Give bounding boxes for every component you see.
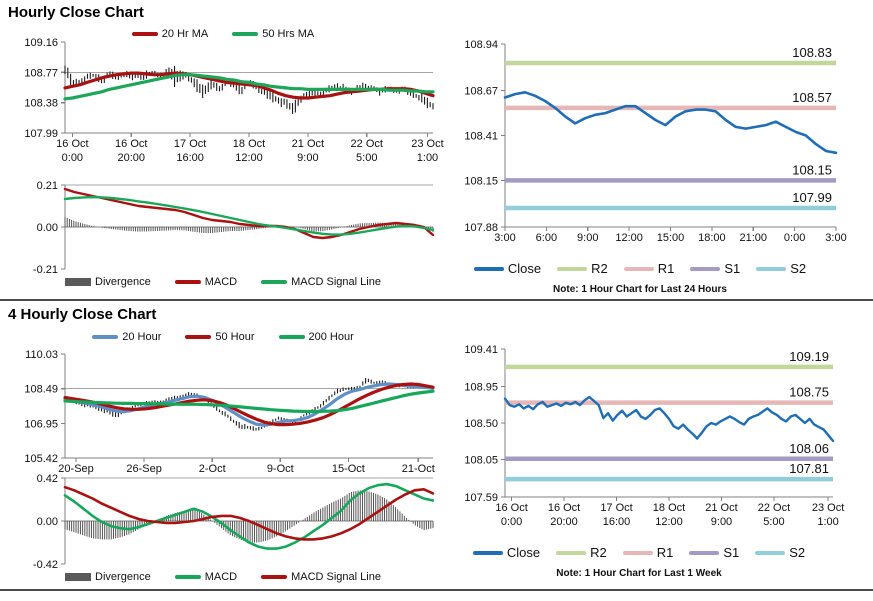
legend-label: Close	[507, 261, 542, 276]
legend-item-r1	[623, 545, 674, 560]
svg-text:-0.42: -0.42	[32, 559, 58, 571]
svg-text:105.42: 105.42	[24, 453, 58, 465]
svg-text:17 Oct: 17 Oct	[173, 138, 207, 150]
legend-label: MACD Signal Line	[291, 276, 381, 288]
svg-text:107.81: 107.81	[789, 461, 829, 477]
legend-item-20-hour	[92, 331, 161, 343]
svg-text:9:00: 9:00	[577, 232, 599, 244]
legend-swatch	[175, 575, 201, 579]
hourly-sr-note: Note: 1 Hour Chart for Last 24 Hours	[553, 284, 727, 295]
svg-text:108.49: 108.49	[24, 383, 58, 396]
svg-text:108.50: 108.50	[464, 418, 498, 430]
svg-text:18 Oct: 18 Oct	[232, 138, 266, 150]
svg-text:22 Oct: 22 Oct	[350, 138, 383, 150]
h4-macd-chart	[8, 471, 438, 571]
svg-text:0:00: 0:00	[500, 516, 523, 528]
legend-swatch	[690, 267, 720, 271]
svg-text:16 Oct: 16 Oct	[495, 502, 528, 514]
svg-text:106.95: 106.95	[24, 418, 58, 431]
legend-label: Divergence	[95, 571, 151, 583]
legend-swatch	[175, 280, 201, 284]
h4-sr-legend	[440, 545, 838, 560]
svg-text:21-Oct: 21-Oct	[401, 463, 435, 475]
svg-text:20:00: 20:00	[550, 516, 578, 528]
legend-item-50-hour	[185, 331, 254, 343]
legend-item-r2	[557, 261, 608, 276]
legend-item-r2	[556, 545, 607, 560]
legend-label: MACD	[204, 276, 238, 288]
svg-text:1:00: 1:00	[817, 516, 839, 528]
svg-text:9:00: 9:00	[297, 152, 319, 164]
legend-swatch	[65, 278, 91, 286]
legend-label: Close	[506, 545, 541, 560]
svg-text:0.42: 0.42	[36, 473, 58, 485]
legend-label: S2	[789, 545, 806, 560]
svg-text:0.00: 0.00	[36, 516, 58, 528]
legend-label: MACD Signal Line	[291, 571, 381, 583]
legend-swatch	[261, 280, 287, 284]
svg-text:108.57: 108.57	[792, 89, 832, 105]
svg-text:1:00: 1:00	[416, 152, 439, 164]
legend-swatch	[624, 267, 654, 271]
legend-item-divergence	[65, 276, 151, 288]
svg-text:23 Oct: 23 Oct	[411, 138, 444, 150]
legend-label: MACD	[204, 571, 238, 583]
legend-label: 50 Hour	[215, 331, 255, 343]
svg-text:16 Oct: 16 Oct	[115, 138, 148, 150]
legend-label: S1	[723, 545, 740, 560]
legend-label: 50 Hrs MA	[262, 28, 315, 40]
legend-swatch	[473, 551, 503, 555]
svg-text:15-Oct: 15-Oct	[331, 463, 365, 475]
svg-text:16 Oct: 16 Oct	[547, 502, 581, 514]
svg-text:108.41: 108.41	[464, 130, 498, 143]
svg-text:2-Oct: 2-Oct	[198, 463, 226, 475]
legend-label: 20 Hour	[122, 331, 162, 343]
legend-item-macd	[175, 571, 237, 583]
svg-text:21:00: 21:00	[739, 232, 768, 244]
h4-macd-legend	[8, 571, 438, 583]
legend-item-divergence	[65, 571, 151, 583]
svg-text:108.15: 108.15	[792, 162, 832, 178]
svg-text:108.95: 108.95	[464, 381, 498, 394]
legend-label: R2	[591, 261, 608, 276]
svg-text:26-Sep: 26-Sep	[126, 463, 162, 475]
svg-text:107.99: 107.99	[24, 128, 58, 140]
svg-text:22 Oct: 22 Oct	[757, 502, 791, 514]
legend-item-s1	[689, 545, 739, 560]
svg-text:18 Oct: 18 Oct	[652, 502, 686, 514]
svg-text:0.00: 0.00	[36, 222, 58, 234]
h4-ma-legend	[8, 331, 438, 343]
svg-text:20-Sep: 20-Sep	[58, 463, 94, 475]
hourly-close-main-chart	[8, 30, 444, 170]
legend-swatch	[756, 267, 786, 271]
legend-label: 20 Hr MA	[161, 28, 209, 40]
svg-text:108.06: 108.06	[789, 440, 829, 456]
legend-swatch	[185, 335, 211, 339]
legend-label: R1	[656, 545, 674, 560]
svg-text:20:00: 20:00	[117, 152, 146, 164]
svg-text:21 Oct: 21 Oct	[705, 502, 738, 514]
legend-swatch	[279, 335, 305, 339]
svg-text:5:00: 5:00	[763, 516, 785, 528]
h4-close-main-chart	[8, 346, 438, 480]
legend-swatch	[557, 267, 587, 271]
h4-support-resistance-chart	[440, 340, 845, 536]
svg-text:17 Oct: 17 Oct	[600, 502, 633, 514]
svg-text:108.67: 108.67	[464, 85, 498, 98]
hourly-sr-legend	[440, 261, 840, 276]
legend-item-close	[474, 261, 541, 276]
svg-text:12:00: 12:00	[655, 516, 683, 528]
svg-text:16 Oct: 16 Oct	[56, 138, 89, 150]
svg-text:110.03: 110.03	[25, 349, 58, 361]
four-hourly-close-chart-title: 4 Hourly Close Chart	[8, 306, 157, 323]
svg-text:6:00: 6:00	[535, 232, 558, 244]
svg-text:16:00: 16:00	[602, 516, 631, 528]
legend-label: Divergence	[95, 276, 151, 288]
legend-item-macd-signal-line	[261, 571, 381, 583]
legend-item-close	[473, 545, 540, 560]
legend-swatch	[474, 267, 504, 271]
svg-text:0.21: 0.21	[36, 180, 58, 192]
svg-text:9-Oct: 9-Oct	[266, 463, 294, 475]
legend-label: R1	[657, 261, 675, 276]
svg-text:108.75: 108.75	[789, 384, 829, 400]
legend-item-macd	[175, 276, 237, 288]
legend-label: R2	[590, 545, 607, 560]
legend-label: S2	[790, 261, 807, 276]
svg-text:9:00: 9:00	[710, 516, 733, 528]
legend-item-s1	[690, 261, 740, 276]
svg-text:0:00: 0:00	[783, 232, 806, 244]
legend-item-s2	[756, 261, 806, 276]
legend-swatch	[65, 573, 91, 581]
svg-text:18:00: 18:00	[698, 232, 726, 244]
legend-item-macd-signal-line	[261, 276, 381, 288]
hourly-support-resistance-chart	[440, 32, 847, 258]
svg-text:108.94: 108.94	[464, 39, 498, 51]
svg-text:108.05: 108.05	[464, 454, 498, 467]
svg-text:107.99: 107.99	[792, 190, 832, 206]
legend-item-r1	[624, 261, 675, 276]
legend-swatch	[261, 575, 287, 579]
legend-label: 200 Hour	[308, 331, 354, 343]
svg-text:3:00: 3:00	[825, 232, 847, 244]
svg-text:108.38: 108.38	[24, 97, 58, 110]
hourly-macd-chart	[8, 178, 438, 274]
svg-text:12:00: 12:00	[615, 232, 643, 244]
svg-text:21 Oct: 21 Oct	[291, 138, 325, 150]
svg-text:109.19: 109.19	[789, 348, 829, 364]
legend-swatch	[92, 335, 118, 339]
svg-text:109.16: 109.16	[24, 37, 58, 49]
svg-text:108.83: 108.83	[792, 44, 832, 60]
legend-item-s2	[755, 545, 805, 560]
svg-text:-0.21: -0.21	[32, 264, 58, 276]
svg-text:108.77: 108.77	[24, 67, 58, 80]
svg-text:12:00: 12:00	[235, 152, 263, 164]
legend-label: S1	[724, 261, 741, 276]
hourly-macd-legend	[8, 276, 438, 288]
svg-text:107.59: 107.59	[464, 492, 498, 504]
hourly-close-chart-title: Hourly Close Chart	[8, 4, 144, 21]
svg-text:3:00: 3:00	[494, 232, 516, 244]
legend-swatch	[689, 551, 719, 555]
legend-swatch	[556, 551, 586, 555]
legend-item-200-hour	[279, 331, 354, 343]
h4-sr-note: Note: 1 Hour Chart for Last 1 Week	[556, 568, 722, 579]
section-divider-1	[0, 299, 873, 301]
svg-text:5:00: 5:00	[356, 152, 378, 164]
svg-text:108.15: 108.15	[464, 175, 498, 188]
svg-text:109.41: 109.41	[464, 344, 498, 356]
section-divider-2	[0, 589, 873, 591]
svg-text:15:00: 15:00	[656, 232, 685, 244]
svg-text:16:00: 16:00	[176, 152, 204, 164]
svg-text:0:00: 0:00	[61, 152, 84, 164]
svg-text:107.88: 107.88	[464, 222, 498, 234]
legend-swatch	[623, 551, 653, 555]
legend-swatch	[755, 551, 785, 555]
svg-text:23 Oct: 23 Oct	[811, 502, 845, 514]
